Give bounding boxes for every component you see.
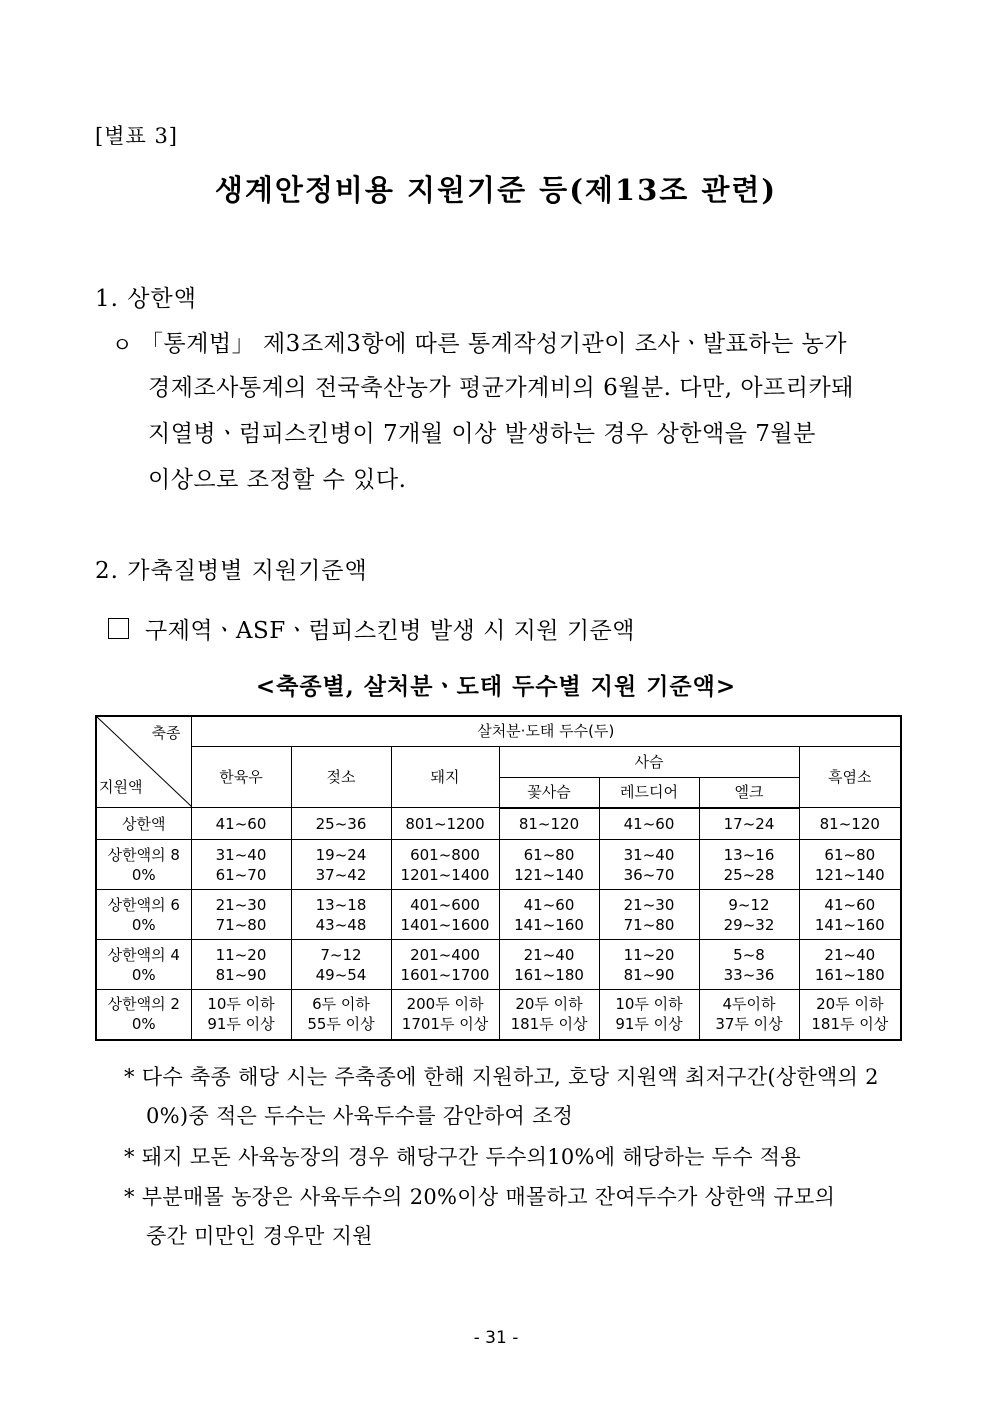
table-cell (699, 890, 799, 940)
table-cell-line: 37두 이상 (715, 1015, 783, 1034)
table-cell-line: 17~24 (723, 814, 775, 833)
note-line: * 다수 축종 해당 시는 주축종에 한해 지원하고, 호당 지원액 최저구간(상한액의 2 (124, 1065, 879, 1089)
table-cell-line: 1601~1700 (400, 965, 490, 984)
table-cell-line: 1701두 이상 (401, 1015, 489, 1034)
table-cell-line: 181두 이상 (811, 1015, 889, 1034)
document-title: 생계안정비용 지원기준 등(제13조 관련) (214, 173, 778, 207)
table-cell-line: 61~70 (215, 865, 267, 884)
table-cell-line: 161~180 (514, 965, 584, 984)
section1-line: 지열병ㆍ럼피스킨병이 7개월 이상 발생하는 경우 상한액을 7월분 (148, 421, 816, 447)
table-cell-line: 25~28 (723, 865, 775, 884)
table-cell (799, 890, 901, 940)
table-cell-line: 41~60 (623, 814, 675, 833)
table-cell-line: 20두 이하 (515, 995, 583, 1014)
column-header: 꽃사슴 (499, 778, 599, 808)
column-header: 레드디어 (599, 778, 699, 808)
row-label (96, 890, 191, 940)
table-cell-line: 10두 이하 (615, 995, 683, 1014)
section1-line: 경제조사통계의 전국축산농가 평균가계비의 6월분. 다만, 아프리카돼 (148, 375, 854, 401)
table-cell (391, 840, 499, 890)
table-cell (191, 990, 291, 1040)
table-cell (291, 840, 391, 890)
table-cell-line: 801~1200 (405, 814, 485, 833)
table-cell-line: 61~80 (523, 845, 575, 864)
row-label (96, 990, 191, 1040)
table-title: <축종별, 살처분ㆍ도태 두수별 지원 기준액> (255, 673, 737, 700)
note-line: * 돼지 모돈 사육농장의 경우 해당구간 두수의10%에 해당하는 두수 적용 (124, 1145, 801, 1169)
table-cell (499, 990, 599, 1040)
page-number: - 31 - (473, 1328, 519, 1348)
table-cell-line: 21~30 (623, 895, 675, 914)
table-cell-line: 91두 이상 (207, 1015, 275, 1034)
table-cell (499, 890, 599, 940)
table-cell (599, 808, 699, 840)
row-label-line: 상한액의 4 (107, 945, 180, 964)
table-cell-line: 41~60 (215, 814, 267, 833)
table-cell (599, 890, 699, 940)
checkbox-square-icon (108, 618, 129, 639)
column-header: 흑염소 (799, 746, 901, 808)
table-cell-line: 55두 이상 (307, 1015, 375, 1034)
table-cell (391, 990, 499, 1040)
column-header: 엘크 (699, 778, 799, 808)
table-cell-line: 81~120 (819, 814, 880, 833)
table-cell-line: 81~90 (215, 965, 267, 984)
table-cell (191, 940, 291, 990)
table-cell-line: 9~12 (728, 895, 770, 914)
table-row (96, 940, 901, 990)
table-cell (191, 808, 291, 840)
corner-bottom-label: 지원액 (99, 778, 143, 796)
table-cell-line: 601~800 (410, 845, 480, 864)
table-cell-line: 121~140 (814, 865, 885, 884)
table-row (96, 808, 901, 840)
table-cell-line: 6두 이하 (312, 995, 370, 1014)
table-cell-line: 11~20 (623, 945, 675, 964)
table-cell-line: 36~70 (623, 865, 675, 884)
annex-label: [별표 3] (95, 124, 178, 148)
section1-line: 이상으로 조정할 수 있다. (148, 467, 407, 493)
table-cell-line: 121~140 (514, 865, 584, 884)
table-cell-line: 21~40 (523, 945, 575, 964)
table-cell-line: 200두 이하 (406, 995, 484, 1014)
table-cell-line: 37~42 (315, 865, 367, 884)
circle-bullet-icon: ㅇ (112, 333, 133, 357)
table-cell-line: 61~80 (824, 845, 876, 864)
table-cell-line: 20두 이하 (816, 995, 884, 1014)
row-label-line: 0% (131, 915, 156, 934)
table-cell-line: 13~18 (315, 895, 367, 914)
table-cell (799, 840, 901, 890)
table-row (96, 840, 901, 890)
table-cell-line: 11~20 (215, 945, 267, 964)
table-cell-line: 31~40 (623, 845, 675, 864)
row-label-line: 상한액의 8 (107, 845, 180, 864)
support-standard-table (95, 715, 902, 1041)
column-header: 한육우 (191, 746, 291, 808)
table-cell-line: 43~48 (315, 915, 367, 934)
table-row (96, 990, 901, 1040)
row-label-line: 상한액의 6 (107, 895, 180, 914)
table-cell-line: 161~180 (814, 965, 885, 984)
row-label-line: 0% (131, 965, 156, 984)
table-cell-line: 25~36 (315, 814, 367, 833)
table-cell (799, 808, 901, 840)
table-cell-line: 19~24 (315, 845, 367, 864)
table-cell-line: 41~60 (523, 895, 575, 914)
table-cell-line: 33~36 (723, 965, 775, 984)
table-cell-line: 4두이하 (722, 995, 776, 1014)
section1-heading: 1. 상한액 (95, 286, 197, 312)
table-cell (391, 890, 499, 940)
row-label (96, 808, 191, 840)
table-cell-line: 81~90 (623, 965, 675, 984)
table-cell-line: 49~54 (315, 965, 367, 984)
table-cell (799, 940, 901, 990)
table-cell-line: 10두 이하 (207, 995, 275, 1014)
table-cell (599, 840, 699, 890)
table-cell (291, 808, 391, 840)
row-label-line: 상한액의 2 (107, 995, 180, 1014)
row-label-line: 상한액 (122, 814, 166, 833)
section2-heading: 2. 가축질병별 지원기준액 (95, 558, 368, 584)
table-cell (699, 840, 799, 890)
table-cell (391, 940, 499, 990)
table-cell (499, 940, 599, 990)
table-cell (291, 890, 391, 940)
table-cell-line: 81~120 (518, 814, 580, 833)
table-cell (191, 840, 291, 890)
row-label (96, 840, 191, 890)
table-cell (699, 940, 799, 990)
table-cell-line: 1201~1400 (400, 865, 490, 884)
table-corner-cell (96, 716, 191, 808)
table-cell-line: 1401~1600 (400, 915, 490, 934)
table-cell (191, 890, 291, 940)
table-cell (599, 990, 699, 1040)
deer-header: 사슴 (499, 746, 799, 778)
table-cell-line: 21~30 (215, 895, 267, 914)
table-cell-line: 141~160 (514, 915, 584, 934)
table-cell-line: 91두 이상 (615, 1015, 683, 1034)
table-row (96, 890, 901, 940)
table-cell (291, 990, 391, 1040)
table-cell-line: 5~8 (733, 945, 765, 964)
row-label-line: 0% (131, 1015, 156, 1034)
table-cell (499, 808, 599, 840)
table-cell-line: 71~80 (623, 915, 675, 934)
table-cell-line: 21~40 (824, 945, 876, 964)
table-cell-line: 141~160 (814, 915, 885, 934)
column-header: 젖소 (291, 746, 391, 808)
table-cell (391, 808, 499, 840)
box-item-text: 구제역ㆍASFㆍ럼피스킨병 발생 시 지원 기준액 (145, 618, 635, 644)
note-line: 0%)중 적은 두수는 사육두수를 감안하여 조정 (146, 1104, 574, 1128)
table-cell-line: 7~12 (320, 945, 362, 964)
table-cell (291, 940, 391, 990)
table-cell-line: 181두 이상 (510, 1015, 588, 1034)
table-cell-line: 401~600 (410, 895, 480, 914)
table-cell-line: 71~80 (215, 915, 267, 934)
table-cell-line: 41~60 (824, 895, 876, 914)
table-cell (699, 808, 799, 840)
table-cell (799, 990, 901, 1040)
group-header: 살처분·도태 두수(두) (191, 716, 901, 746)
table-cell-line: 31~40 (215, 845, 267, 864)
corner-top-label: 축종 (151, 724, 181, 742)
section1-line: 「통계법」 제3조제3항에 따른 통계작성기관이 조사ㆍ발표하는 농가 (140, 331, 847, 357)
note-line: * 부분매몰 농장은 사육두수의 20%이상 매몰하고 잔여두수가 상한액 규모의 (124, 1185, 836, 1209)
table-cell (499, 840, 599, 890)
row-label (96, 940, 191, 990)
table-cell-line: 13~16 (723, 845, 775, 864)
row-label-line: 0% (131, 865, 156, 884)
table-cell (699, 990, 799, 1040)
table-cell-line: 201~400 (410, 945, 480, 964)
column-header: 돼지 (391, 746, 499, 808)
note-line: 중간 미만인 경우만 지원 (146, 1224, 373, 1248)
table-cell-line: 29~32 (723, 915, 775, 934)
table-cell (599, 940, 699, 990)
